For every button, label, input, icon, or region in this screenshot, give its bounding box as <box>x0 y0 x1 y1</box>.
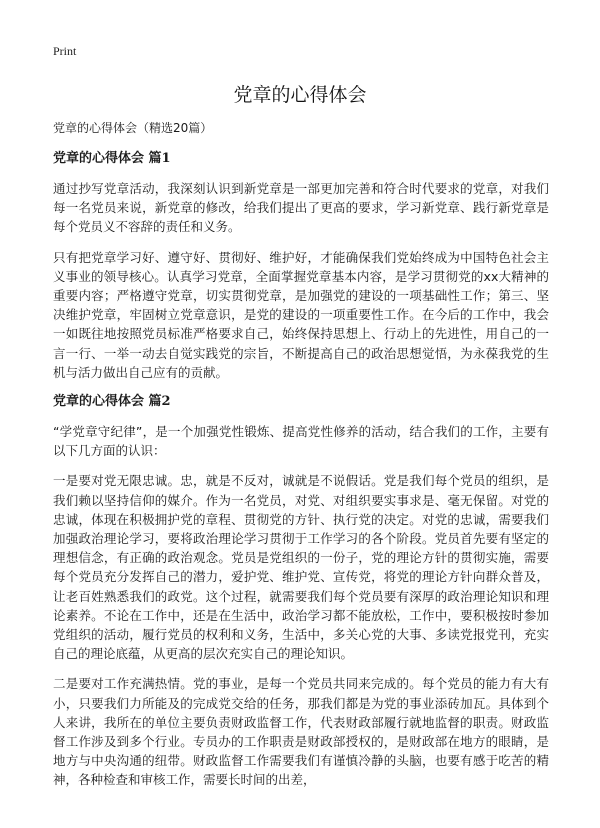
section-2 <box>53 393 549 790</box>
print-link[interactable]: Print <box>53 44 77 58</box>
section-heading: 党章的心得体会 篇1 <box>53 151 171 166</box>
section-heading: 党章的心得体会 篇2 <box>53 394 171 410</box>
section-1 <box>53 150 549 382</box>
document-body <box>53 119 549 801</box>
paragraph: 只有把党章学习好、遵守好、贯彻好、维护好，才能确保我们党始终成为中国特色社会主义事业的领导核心。认真学习党章，全面掌握党章基本内容，是学习贯彻党的xx大精神的重要内容；严格遵守党章，切实贯彻党章，是加强党的建设的一项基础性工作；第三、坚决维护党章，牢固树立党章意识，是党的建设的一项重要性工作。在今后的工作中，我会一如既往地按照党员标准严格要求自己，始终保持思想上、行动上的先进性，用自己的一言一行、一举一动去自觉实践党的宗旨，不断提高自己的政治思想觉悟，为永葆我党的生机与活力做出自己应有的贡献。 <box>53 249 549 380</box>
paragraph: 通过抄写党章活动，我深刻认识到新党章是一部更加完善和符合时代要求的党章，对我们每一名党员来说，新党章的修改，给我们提出了更高的要求，学习新党章、践行新党章是每个党员义不容辞的责任和义务。 <box>53 181 549 235</box>
document-subtitle: 党章的心得体会（精选20篇） <box>53 121 213 135</box>
paragraph: 一是要对党无限忠诚。忠，就是不反对，诚就是不说假话。党是我们每个党员的组织，是我们赖以坚持信仰的媒介。作为一名党员，对党、对组织要实事求是、毫无保留。对党的忠诚，体现在积极拥护党的章程、贯彻党的方针、执行党的决定。对党的忠诚，需要我们加强政治理论学习，要将政治理论学习贯彻于工作学习的各个阶段。党员首先要有坚定的理想信念，有正确的政治观念。党员是党组织的一份子，党的理论方针的贯彻实施，需要每个党员充分发挥自己的潜力，爱护党、维护党、宣传党，将党的理论方针向群众普及，让老百姓熟悉我们的政党。这个过程，就需要我们每个党员要有深厚的政治理论知识和理论素养。不论在工作中，还是在生活中，政治学习都不能放松，工作中，要积极按时参加党组织的活动，履行党员的权利和义务，生活中，多关心党的大事、多读党报党刊，充实自己的理论底蕴，从更高的层次充实自己的理论知识。 <box>53 473 549 662</box>
page-title: 党章的心得体会 <box>233 84 367 106</box>
paragraph: “学党章守纪律”，是一个加强党性锻炼、提高党性修养的活动，结合我们的工作，主要有以下几方面的认识： <box>53 424 549 459</box>
paragraph: 二是要对工作充满热情。党的事业，是每一个党员共同来完成的。每个党员的能力有大有小，只要我们力所能及的完成党交给的任务，那我们都是为党的事业添砖加瓦。具体到个人来讲，我所在的单位主要负责财政监督工作，代表财政部履行就地监督的职责。财政监督工作涉及到多个行业。专员办的工作职责是财政部授权的，是财政部在地方的眼睛，是地方与中央沟通的纽带。财政监督工作需要我们有谨慎冷静的头脑，也要有感于吃苦的精神，各种检查和审核工作，需要长时间的出差， <box>53 676 549 788</box>
